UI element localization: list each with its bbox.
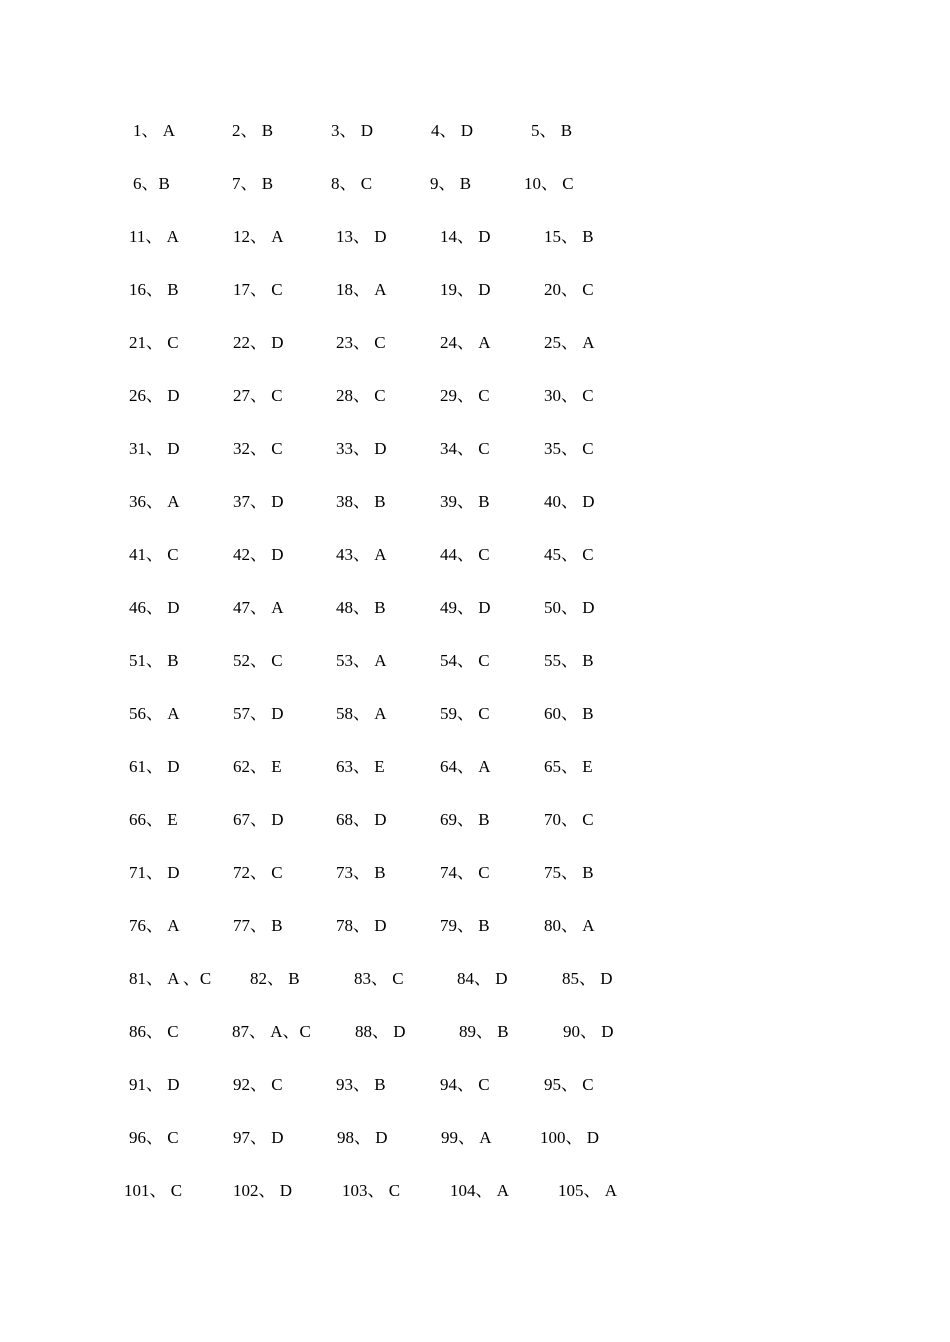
answer-row	[0, 1179, 950, 1203]
answer-row	[0, 914, 950, 938]
answer-item: 19、 D	[440, 280, 491, 299]
answer-item: 70、 C	[544, 810, 594, 829]
answer-item: 86、 C	[129, 1022, 179, 1041]
answer-item: 14、 D	[440, 227, 491, 246]
answer-item: 99、 A	[441, 1128, 492, 1147]
answer-item: 93、 B	[336, 1075, 386, 1094]
answer-item: 41、 C	[129, 545, 179, 564]
answer-item: 6、B	[133, 174, 170, 193]
answer-item: 66、 E	[129, 810, 178, 829]
answer-row	[0, 331, 950, 355]
answer-row	[0, 808, 950, 832]
answer-item: 51、 B	[129, 651, 179, 670]
answer-item: 43、 A	[336, 545, 387, 564]
answer-item: 100、 D	[540, 1128, 600, 1147]
answer-item: 84、 D	[457, 969, 508, 988]
answer-item: 95、 C	[544, 1075, 594, 1094]
answer-item: 94、 C	[440, 1075, 490, 1094]
answer-item: 62、 E	[233, 757, 282, 776]
answer-item: 97、 D	[233, 1128, 284, 1147]
answer-item: 64、 A	[440, 757, 491, 776]
answer-item: 76、 A	[129, 916, 180, 935]
answer-item: 81、 A 、C	[129, 969, 212, 988]
answer-item: 61、 D	[129, 757, 180, 776]
answer-item: 36、 A	[129, 492, 180, 511]
answer-item: 89、 B	[459, 1022, 509, 1041]
answer-item: 20、 C	[544, 280, 594, 299]
answer-item: 31、 D	[129, 439, 180, 458]
answer-item: 63、 E	[336, 757, 385, 776]
answer-item: 105、 A	[558, 1181, 618, 1200]
answer-item: 75、 B	[544, 863, 594, 882]
answer-item: 91、 D	[129, 1075, 180, 1094]
answer-item: 104、 A	[450, 1181, 510, 1200]
answer-item: 45、 C	[544, 545, 594, 564]
answer-item: 18、 A	[336, 280, 387, 299]
answer-item: 8、 C	[331, 174, 373, 193]
answer-item: 2、 B	[232, 121, 274, 140]
answer-item: 56、 A	[129, 704, 180, 723]
answer-item: 68、 D	[336, 810, 387, 829]
answer-item: 13、 D	[336, 227, 387, 246]
answer-item: 21、 C	[129, 333, 179, 352]
answer-item: 9、 B	[430, 174, 472, 193]
answer-row	[0, 225, 950, 249]
answer-item: 57、 D	[233, 704, 284, 723]
answer-item: 67、 D	[233, 810, 284, 829]
answer-item: 22、 D	[233, 333, 284, 352]
answer-item: 102、 D	[233, 1181, 293, 1200]
answer-item: 79、 B	[440, 916, 490, 935]
answer-item: 88、 D	[355, 1022, 406, 1041]
answer-item: 60、 B	[544, 704, 594, 723]
answer-row	[0, 437, 950, 461]
answer-item: 1、 A	[133, 121, 176, 140]
answer-item: 80、 A	[544, 916, 595, 935]
answer-row	[0, 172, 950, 196]
answer-item: 49、 D	[440, 598, 491, 617]
answer-row	[0, 702, 950, 726]
answer-item: 27、 C	[233, 386, 283, 405]
answer-item: 16、 B	[129, 280, 179, 299]
answer-item: 37、 D	[233, 492, 284, 511]
answer-item: 83、 C	[354, 969, 404, 988]
answer-row	[0, 755, 950, 779]
answer-item: 23、 C	[336, 333, 386, 352]
answer-item: 29、 C	[440, 386, 490, 405]
answer-item: 42、 D	[233, 545, 284, 564]
answer-item: 58、 A	[336, 704, 387, 723]
answer-item: 5、 B	[531, 121, 573, 140]
answer-item: 40、 D	[544, 492, 595, 511]
answer-item: 24、 A	[440, 333, 491, 352]
answer-item: 47、 A	[233, 598, 284, 617]
answer-item: 87、 A、C	[232, 1022, 311, 1041]
answer-item: 53、 A	[336, 651, 387, 670]
answer-row	[0, 1073, 950, 1097]
answer-item: 78、 D	[336, 916, 387, 935]
answer-item: 59、 C	[440, 704, 490, 723]
answer-item: 35、 C	[544, 439, 594, 458]
answer-item: 90、 D	[563, 1022, 614, 1041]
answer-item: 85、 D	[562, 969, 613, 988]
answer-item: 69、 B	[440, 810, 490, 829]
answer-item: 50、 D	[544, 598, 595, 617]
answer-row	[0, 596, 950, 620]
answer-row	[0, 967, 950, 991]
answer-row	[0, 1020, 950, 1044]
answer-row	[0, 278, 950, 302]
answer-item: 3、 D	[331, 121, 374, 140]
answer-item: 11、 A	[129, 227, 179, 246]
answer-item: 101、 C	[124, 1181, 183, 1200]
answer-row	[0, 119, 950, 143]
answer-item: 4、 D	[431, 121, 474, 140]
answer-item: 98、 D	[337, 1128, 388, 1147]
answer-item: 44、 C	[440, 545, 490, 564]
answer-row	[0, 543, 950, 567]
answer-row	[0, 384, 950, 408]
answer-item: 28、 C	[336, 386, 386, 405]
answer-item: 48、 B	[336, 598, 386, 617]
answer-row	[0, 490, 950, 514]
answer-item: 39、 B	[440, 492, 490, 511]
answer-item: 33、 D	[336, 439, 387, 458]
answer-item: 7、 B	[232, 174, 274, 193]
answer-item: 15、 B	[544, 227, 594, 246]
answer-item: 65、 E	[544, 757, 593, 776]
answer-item: 34、 C	[440, 439, 490, 458]
answer-item: 71、 D	[129, 863, 180, 882]
answer-item: 12、 A	[233, 227, 284, 246]
answer-item: 46、 D	[129, 598, 180, 617]
answer-item: 103、 C	[342, 1181, 401, 1200]
answer-item: 92、 C	[233, 1075, 283, 1094]
answer-item: 10、 C	[524, 174, 574, 193]
answer-item: 55、 B	[544, 651, 594, 670]
answer-item: 26、 D	[129, 386, 180, 405]
answer-item: 38、 B	[336, 492, 386, 511]
answer-item: 72、 C	[233, 863, 283, 882]
answer-item: 32、 C	[233, 439, 283, 458]
answer-item: 82、 B	[250, 969, 300, 988]
answer-item: 52、 C	[233, 651, 283, 670]
answer-row	[0, 861, 950, 885]
answer-item: 54、 C	[440, 651, 490, 670]
answer-item: 25、 A	[544, 333, 595, 352]
answer-item: 77、 B	[233, 916, 283, 935]
answer-item: 30、 C	[544, 386, 594, 405]
answer-item: 74、 C	[440, 863, 490, 882]
answer-row	[0, 1126, 950, 1150]
answer-item: 73、 B	[336, 863, 386, 882]
answer-row	[0, 649, 950, 673]
answer-item: 17、 C	[233, 280, 283, 299]
answer-item: 96、 C	[129, 1128, 179, 1147]
